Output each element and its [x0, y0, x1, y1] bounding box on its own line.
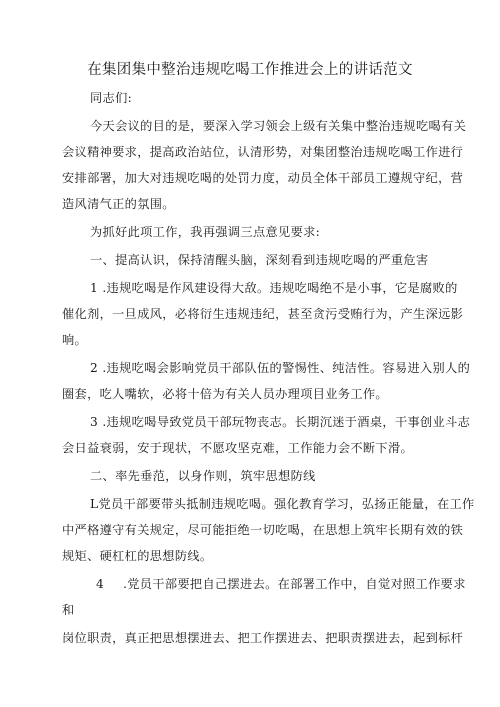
paragraph-line: 2 .违规吃喝会影响党员干部队伍的警惕性、纯洁性。容易进入别人的 — [90, 361, 471, 375]
list-number: 4 — [96, 577, 105, 591]
paragraph-line: 圈套，吃人嘴软，必将十倍为有关人员办理项目业务工作。 — [62, 387, 388, 401]
section-heading: 二、率先垂范，以身作则，筑牢思想防线 — [90, 469, 316, 483]
paragraph-line: 会议精神要求，提高政治站位，认清形势，对集团整治违规吃喝工作进行 — [62, 145, 464, 159]
paragraph-line: 催化剂，一旦成风，必将衍生违规违纪，甚至贪污受贿行为，产生深远影 — [62, 307, 464, 321]
paragraph-line: 为抓好此项工作，我再强调三点意见要求: — [90, 225, 321, 239]
paragraph-line: 3 .违规吃喝导致党员干部玩物丧志。长期沉迷于酒桌，干事创业斗志 — [90, 415, 471, 429]
paragraph-line: 今天会议的目的是，要深入学习领会上级有关集中整治违规吃喝有关 — [90, 119, 467, 133]
paragraph-line: 中严格遵守有关规定，尽可能拒绝一切吃喝，在思想上筑牢长期有效的铁 — [62, 523, 464, 537]
paragraph-line: .党员干部要把自己摆进去。在部署工作中，自觉对照工作要求 — [123, 577, 466, 591]
paragraph-line: 1 .违规吃喝是作风建设得大敌。违规吃喝绝不是小事，它是腐败的 — [90, 281, 458, 295]
paragraph-line: 响。 — [62, 333, 88, 347]
paragraph-line: 规矩、硬杠杠的思想防线。 — [62, 549, 213, 563]
paragraph-line: 岗位职责，真正把思想摆进去、把工作摆进去、把职责摆进去，起到标杆 — [62, 631, 464, 645]
paragraph-line: 和 — [62, 603, 75, 617]
paragraph-line: 造风清气正的氛围。 — [62, 197, 175, 211]
salutation: 同志们: — [90, 91, 133, 105]
paragraph-line: 会日益衰弱，安于现状，不愿攻坚克难，工作能力会不断下滑。 — [62, 441, 414, 455]
document-title: 在集团集中整治违规吃喝工作推进会上的讲话范文 — [87, 62, 413, 78]
paragraph-line: 安排部署，加大对违规吃喝的处罚力度，动员全体干部员工遵规守纪，营 — [62, 171, 464, 185]
section-heading: 一、提高认识，保持清醒头脑，深刻看到违规吃喝的严重危害 — [90, 253, 429, 267]
paragraph-line: L党员干部要带头抵制违规吃喝。强化教育学习，弘扬正能量，在工作 — [90, 497, 475, 511]
